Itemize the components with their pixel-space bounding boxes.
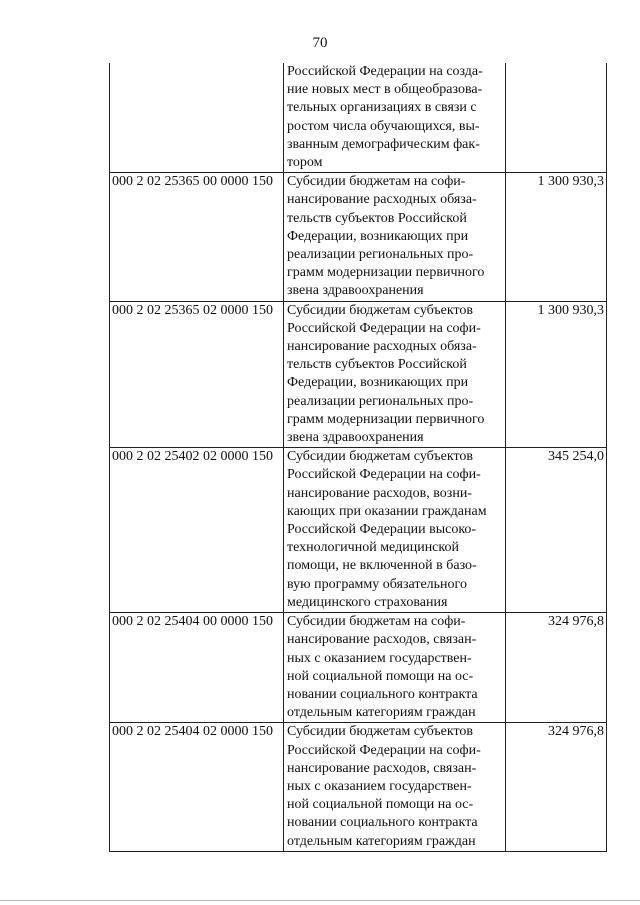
description-line: грамм модернизации первичного [287,265,485,281]
page-edge-rule [0,900,640,901]
description-line: тельств субъектов Российской [287,210,467,226]
description-line: нансирование расходных обяза- [287,192,477,208]
description-line: Субсидии бюджетам субъектов [287,724,474,740]
amount-value [506,63,607,173]
table-row [110,613,607,723]
description-line: Федерации, возникающих при [287,375,469,391]
description-line: отдельным категориям граждан [287,705,476,721]
description-line: нансирование расходов, связан- [287,760,477,776]
description-line: вую программу обязательного [287,576,467,592]
revenue-description [284,173,506,301]
table-row [110,173,607,301]
budget-classification-code: 000 2 02 25402 02 0000 150 [110,448,284,613]
description-line: тельств субъектов Российской [287,357,467,373]
description-line: ростом числа обучающихся, вы- [287,118,480,134]
description-line: Российской Федерации на софи- [287,320,481,336]
description-line: помощи, не включенной в базо- [287,558,477,574]
description-line: медицинского страхования [287,594,448,610]
description-line: Федерации, возникающих при [287,228,469,244]
description-line: ние новых мест в общеобразова- [287,82,483,98]
table-row [110,448,607,613]
description-line: ных с оказанием государствен- [287,650,472,666]
revenue-description [284,613,506,723]
description-line: Российской Федерации на созда- [287,64,483,79]
amount-value: 1 300 930,3 [506,173,607,301]
description-line: реализации региональных про- [287,393,474,409]
revenue-description [284,301,506,448]
description-line: Субсидии бюджетам на софи- [287,174,466,190]
description-line: Субсидии бюджетам субъектов [287,449,474,465]
description-line: званным демографическим фак- [287,136,480,152]
description-line: Российской Федерации высоко- [287,522,477,538]
table-row [110,723,607,851]
revenue-description [284,723,506,851]
budget-classification-code: 000 2 02 25404 00 0000 150 [110,613,284,723]
budget-classification-code: 000 2 02 25365 00 0000 150 [110,173,284,301]
description-line: ной социальной помощи на ос- [287,668,474,684]
amount-value: 345 254,0 [506,448,607,613]
description-line: Российской Федерации на софи- [287,467,481,483]
description-line: грамм модернизации первичного [287,411,485,427]
description-line: Субсидии бюджетам субъектов [287,302,474,318]
budget-classification-code: 000 2 02 25404 02 0000 150 [110,723,284,851]
amount-value: 1 300 930,3 [506,301,607,448]
budget-revenue-table [109,63,607,852]
table-row-continued [110,63,607,173]
description-line: Субсидии бюджетам на софи- [287,614,466,630]
description-line: тором [287,155,323,171]
description-line: новании социального контракта [287,686,478,702]
amount-value: 324 976,8 [506,613,607,723]
revenue-description [284,63,506,173]
description-line: нансирование расходных обяза- [287,339,477,355]
description-line: отдельным категориям граждан [287,833,476,849]
table-row [110,301,607,448]
description-line: звена здравоохранения [287,283,424,299]
amount-value: 324 976,8 [506,723,607,851]
budget-classification-code: 000 2 02 25365 02 0000 150 [110,301,284,448]
description-line: новании социального контракта [287,815,478,831]
page-number: 70 [312,35,328,51]
description-line: тельных организациях в связи с [287,100,477,116]
description-line: ных с оказанием государствен- [287,778,472,794]
description-line: кающих при оказании гражданам [287,503,487,519]
revenue-description [284,448,506,613]
budget-classification-code [110,63,284,173]
description-line: ной социальной помощи на ос- [287,797,474,813]
description-line: нансирование расходов, связан- [287,632,477,648]
description-line: технологичной медицинской [287,540,459,556]
table-body [110,63,607,851]
description-line: нансирование расходов, возни- [287,485,472,501]
description-line: Российской Федерации на софи- [287,742,481,758]
description-line: реализации региональных про- [287,247,474,263]
description-line: звена здравоохранения [287,430,424,446]
